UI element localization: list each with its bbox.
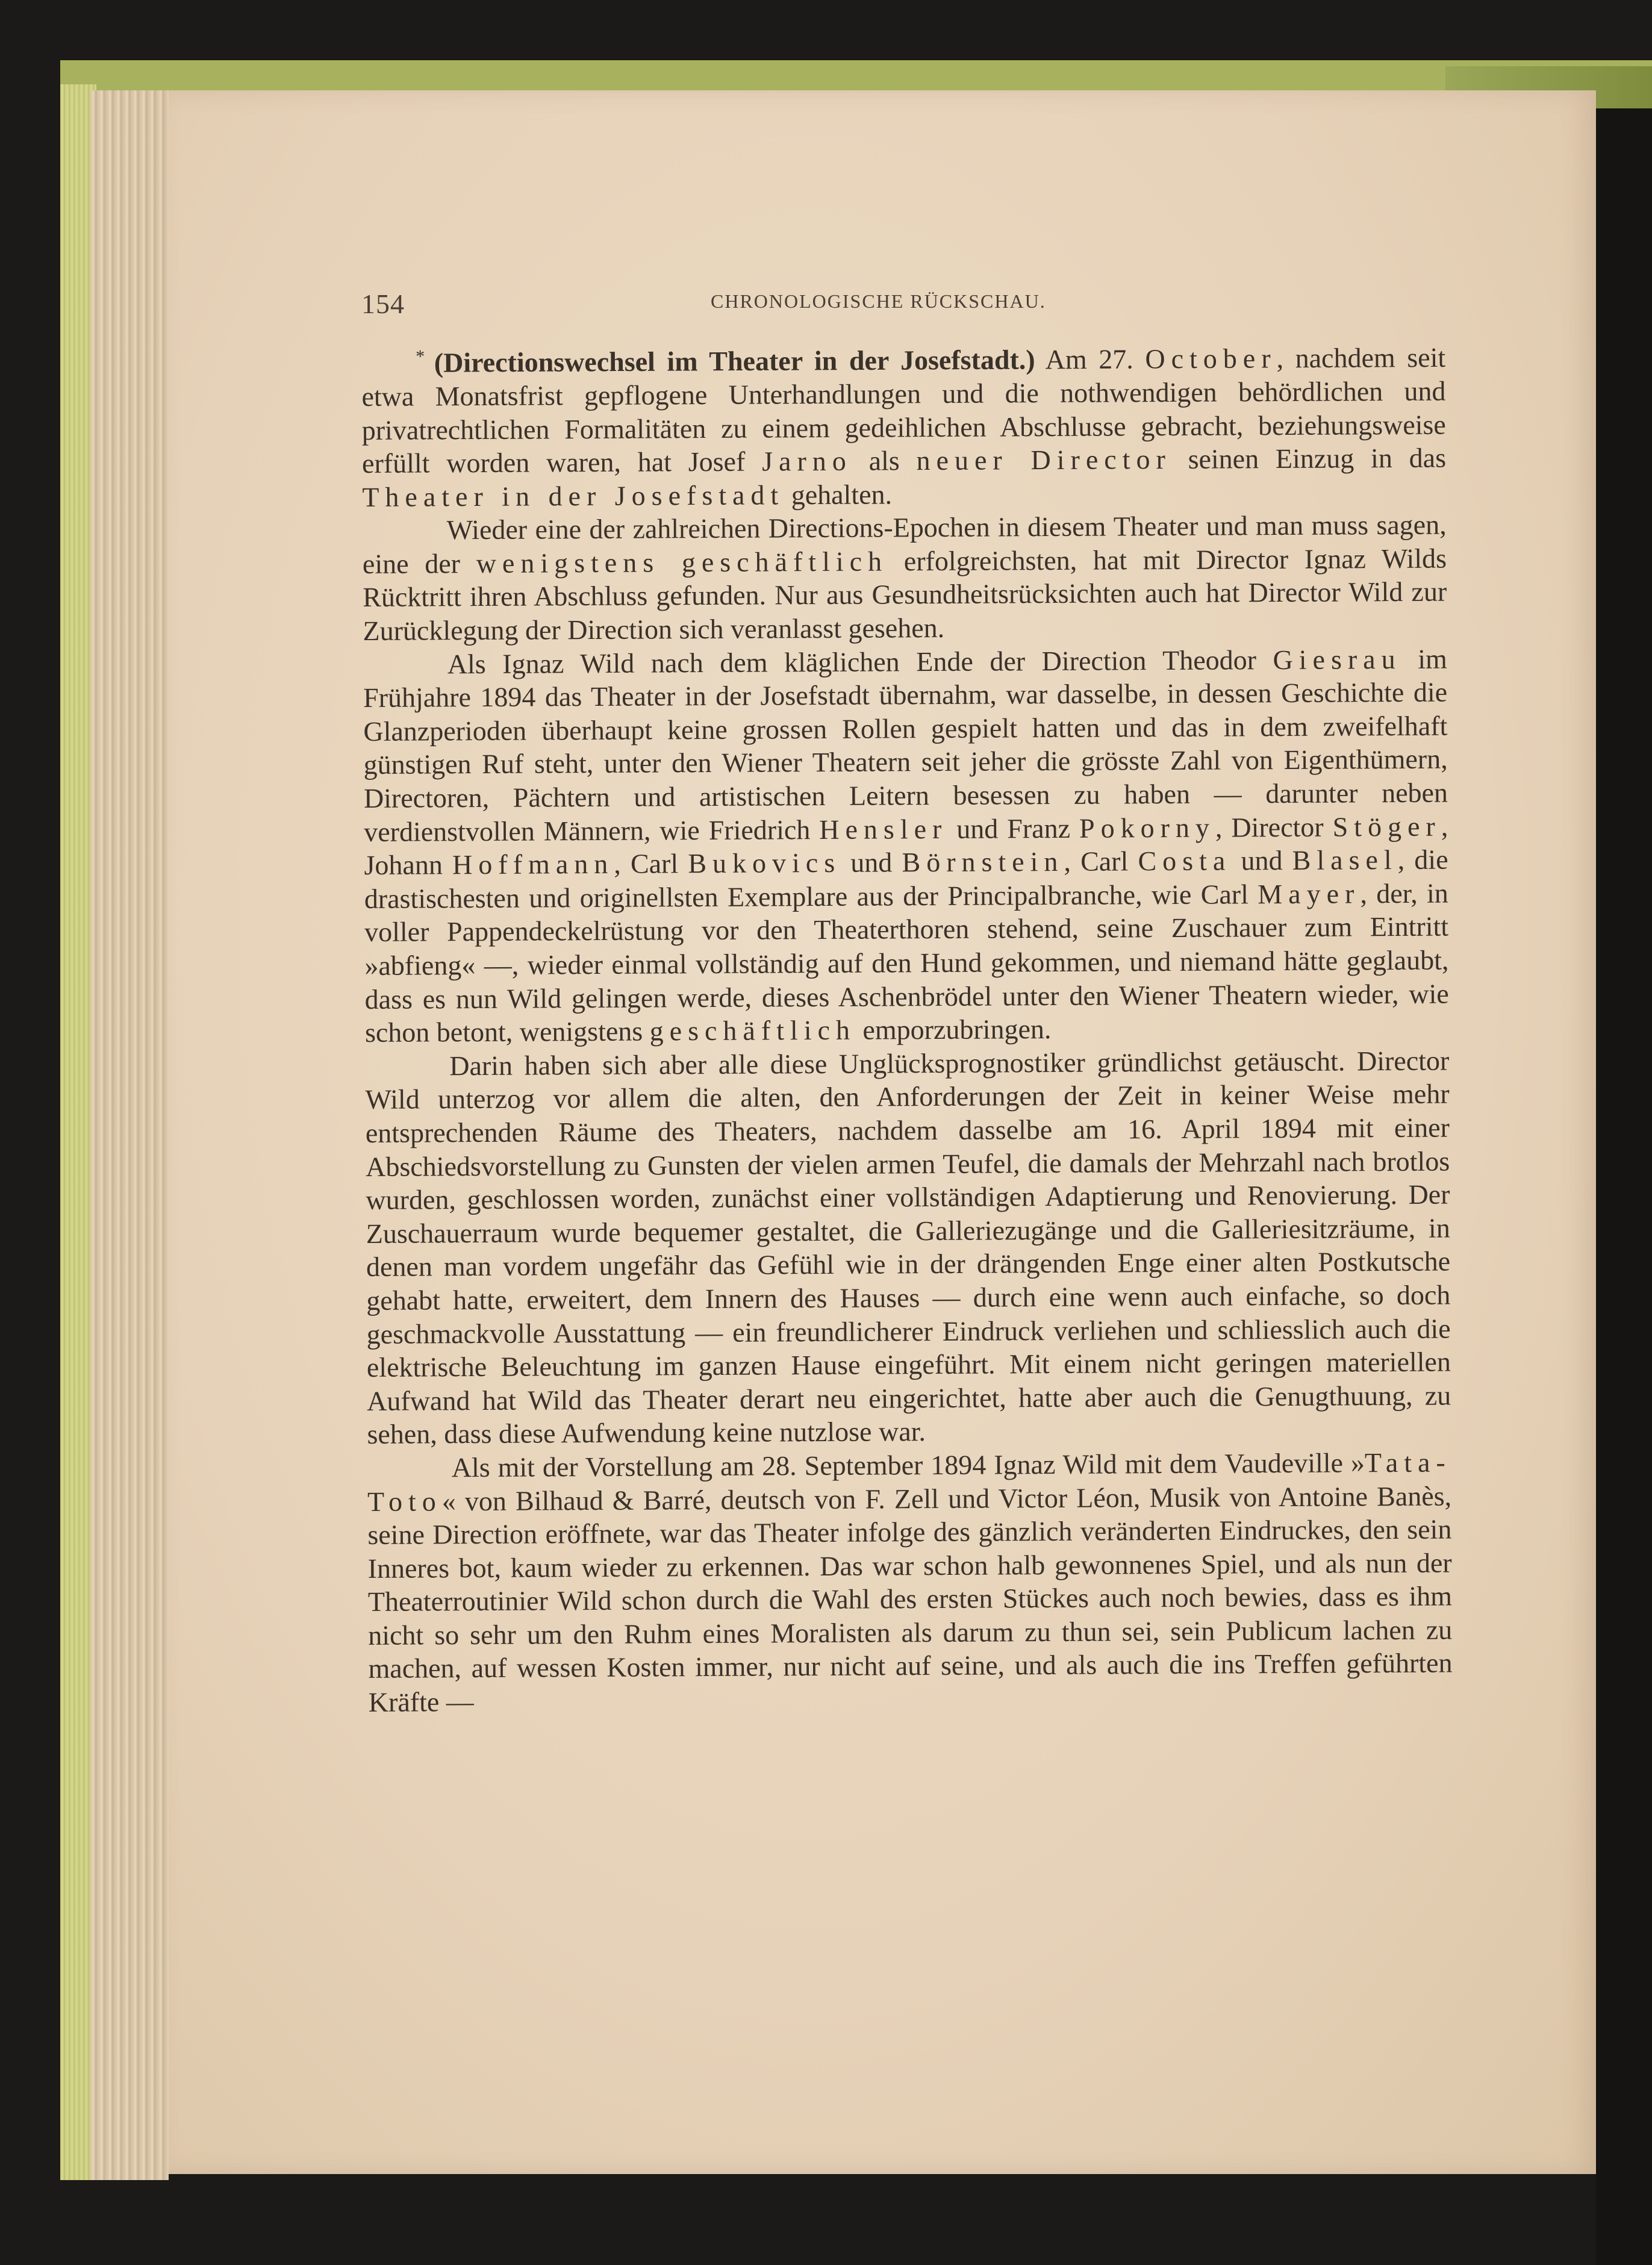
- text-run: , Johann: [364, 811, 1448, 881]
- running-title: CHRONOLOGISCHE RÜCKSCHAU.: [711, 290, 1046, 312]
- spaced-emphasis: Blasel: [1292, 844, 1398, 876]
- text-run: seinen Einzug in das: [1171, 442, 1447, 475]
- text-run: , nachdem seit etwa Monatsfrist gepflogene Unterhandlungen und die nothwendigen behördlichen und privatrechtlichen Formalitäten zu einem gedeihlichen Abschlusse gebracht, beziehungsweise erfüllt worden waren, hat Josef: [361, 341, 1446, 479]
- spaced-emphasis: Stöger: [1332, 811, 1441, 843]
- paragraph: [363, 508, 1447, 648]
- text-run: emporzubringen.: [855, 1014, 1052, 1045]
- text-run: und: [841, 847, 902, 879]
- paragraph: [363, 642, 1449, 1050]
- body-text: [361, 335, 1453, 1719]
- spaced-emphasis: Bukovics: [688, 847, 841, 879]
- text-run: Wieder eine der zahlreichen Directions-Epochen in diesem Theater und man muss sagen, eine der: [362, 509, 1447, 579]
- text-run: Als mit der Vorstellung am 28. September 1894 Ignaz Wild mit dem Vaudeville »: [451, 1447, 1365, 1483]
- spaced-emphasis: wenigstens geschäftlich: [476, 546, 888, 579]
- asterisk-marker: *: [416, 346, 434, 367]
- paragraph: [361, 335, 1446, 514]
- text-run: , Carl: [1064, 846, 1138, 877]
- text-run: « von Bilhaud & Barré, deutsch von F. Zell und Victor Léon, Musik von Antoine Banès, seine Direction eröffnete, war das Theater infolge des gänzlich veränderten Eindruckes, den sein Inneres bot, kaum wieder zu erkennen. Das war schon halb gewonnenes Spiel, und als nun der Theaterroutinier Wild schon durch die Wahl des ersten Stückes auch noch bewies, dass es ihm nicht so sehr um den Ruhm eines Moralisten als darum zu thun sei, sein Publicum lachen zu machen, auf wessen Kosten immer, nur nicht auf seine, und als auch die ins Treffen geführten Kräfte —: [367, 1480, 1453, 1718]
- section-heading: (Directionswechsel im Theater in der Josefstadt.): [434, 344, 1035, 378]
- page-header: [361, 288, 1445, 324]
- background-right: [1596, 108, 1652, 2265]
- paragraph: [367, 1445, 1453, 1719]
- text-run: erfolgreichsten, hat mit Director Ignaz Wilds Rücktritt ihren Abschluss gefunden. Nur aus Gesundheitsrücksichten auch hat Director Wild zur Zurücklegung der Direction sich veranlasst gesehen.: [363, 543, 1447, 647]
- text-run: , Carl: [614, 848, 688, 880]
- page-number: 154: [361, 288, 405, 319]
- spaced-emphasis: Jarno: [762, 445, 852, 477]
- text-run: Darin haben sich aber alle diese Unglücksprognostiker gründlichst getäuscht. Director Wild unterzog vor allem die alten, den Anforderungen der Zeit in keiner Weise mehr entsprechenden Räume des Theaters, nachdem dasselbe am 16. April 1894 mit einer Abschiedsvorstellung zu Gunsten der vielen armen Teufel, die damals der Mehrzahl nach brotlos wurden, geschlossen worden, zunächst einer vollständigen Adaptierung und Renovierung. Der Zuschauerraum wurde bequemer gestaltet, die Galleriezugänge und die Galleriesitzräume, in denen man vordem ungefähr das Gefühl wie in der drängenden Enge einer alten Postkutsche gehabt hatte, erweitert, dem Innern des Hauses — durch eine wenn auch einfache, so doch geschmackvolle Ausstattung — ein freundlicherer Eindruck verliehen und schliesslich auch die elektrische Beleuchtung im ganzen Hause eingeführt. Mit einem nicht geringen materiellen Aufwand hat Wild das Theater derart neu eingerichtet, hatte aber auch die Genugthuung, zu sehen, dass diese Aufwendung keine nutzlose war.: [365, 1045, 1451, 1450]
- text-run: , der, in voller Pappendeckelrüstung vor den Theaterthoren stehend, seine Zuschauer zum Eintritt »abfieng« —, wieder einmal vollständig auf den Hund gekommen, und niemand hätte geglaubt, dass es nun Wild gelingen werde, dieses Aschenbrödel unter den Wiener Theatern wieder, wie schon betont, wenigstens: [364, 877, 1449, 1048]
- text-run: , die drastischesten und originellsten Exemplare aus der Principalbranche, wie Carl: [364, 844, 1448, 914]
- text-run: und: [1231, 845, 1292, 876]
- spaced-emphasis: Theater in der Josefstadt: [362, 479, 785, 513]
- text-run: und Franz: [947, 812, 1080, 844]
- text-run: gehalten.: [784, 479, 893, 511]
- spaced-emphasis: Tata-Toto: [367, 1447, 1451, 1517]
- spaced-emphasis: Börnstein: [902, 846, 1064, 878]
- text-run: Als Ignaz Wild nach dem kläglichen Ende der Direction Theodor: [447, 644, 1273, 679]
- spaced-emphasis: Giesrau: [1273, 643, 1401, 675]
- spaced-emphasis: Pokorny: [1079, 812, 1216, 844]
- spaced-emphasis: Hensler: [819, 813, 948, 845]
- spaced-emphasis: neuer Director: [916, 444, 1171, 476]
- page-stack-edge: [90, 90, 169, 2180]
- spaced-emphasis: geschäftlich: [649, 1014, 856, 1047]
- text-run: als: [852, 445, 917, 476]
- spaced-emphasis: Mayer: [1258, 878, 1361, 910]
- text-run: Am 27.: [1035, 343, 1145, 375]
- paragraph: [365, 1044, 1451, 1451]
- text-run: im Frühjahre 1894 das Theater in der Josefstadt übernahm, war dasselbe, in dessen Geschichte die Glanzperioden überhaupt keine grossen Rollen gespielt hatten und das in dem zweifelhaft günstigen Ruf steht, unter den Wiener Theatern seit jeher die grösste Zahl von Eigenthümern, Directoren, Pächtern und artistischen Leitern besessen zu haben — darunter neben verdienstvollen Männern, wie Friedrich: [363, 643, 1448, 847]
- spaced-emphasis: Costa: [1138, 845, 1232, 877]
- spaced-emphasis: October: [1145, 343, 1277, 375]
- text-run: , Director: [1215, 811, 1333, 843]
- spaced-emphasis: Hoffmann: [452, 849, 614, 880]
